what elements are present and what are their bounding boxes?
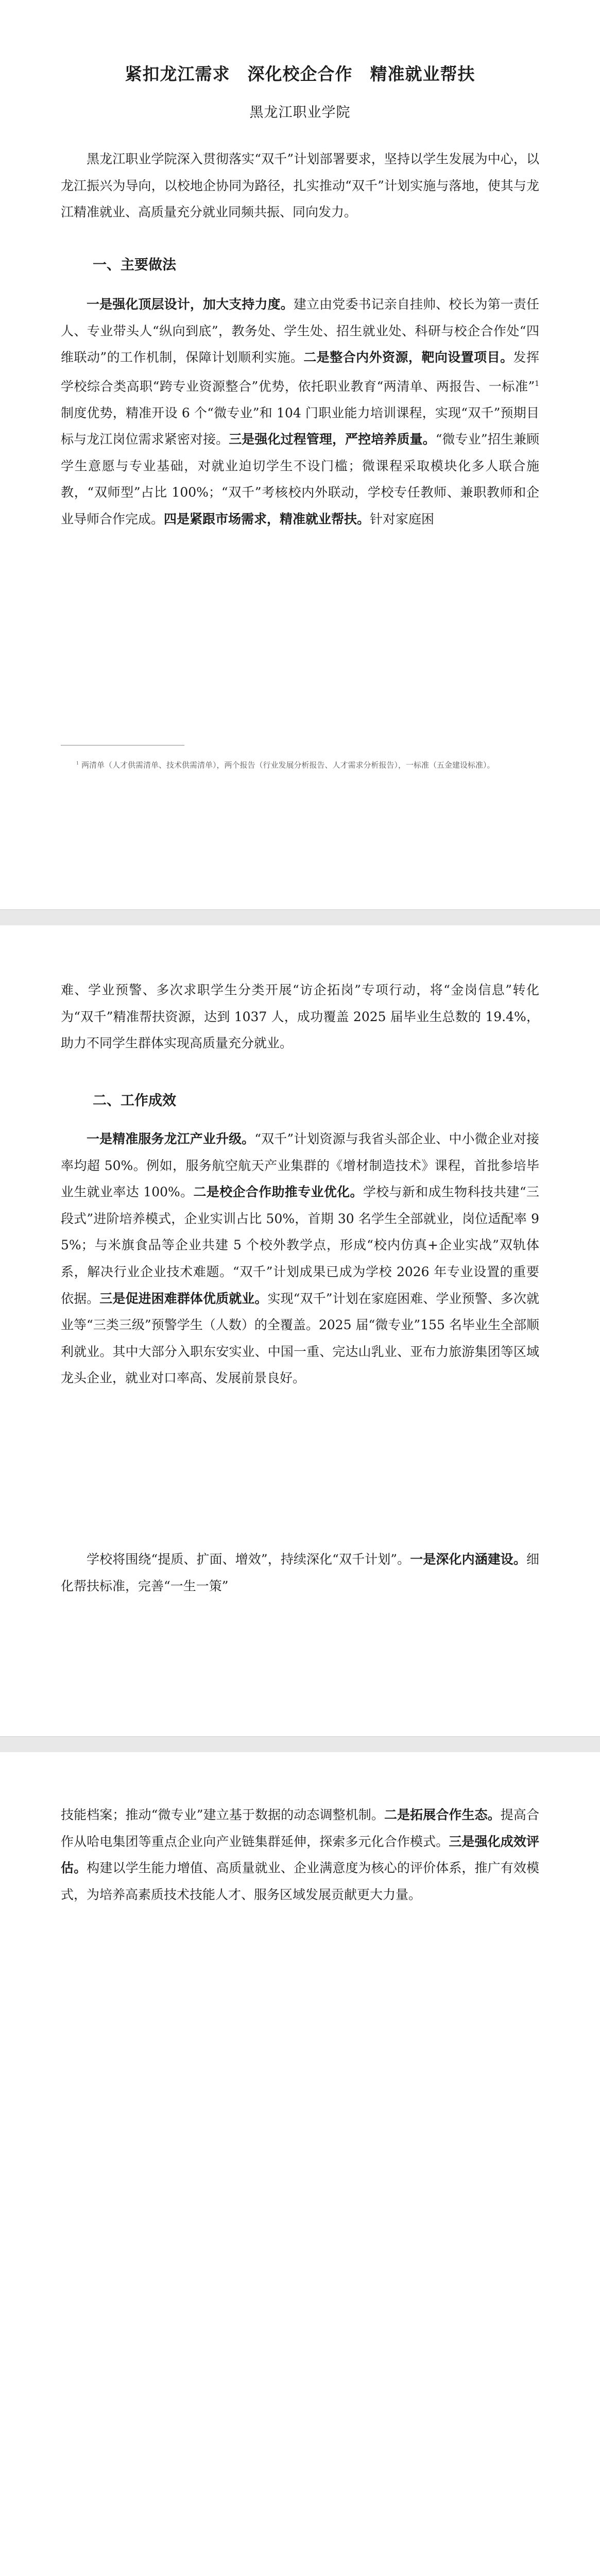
plan-text-2: 细化帮扶标准，完善“一生一策” — [61, 1552, 539, 1594]
section-heading-1: 一、主要做法 — [93, 257, 176, 273]
footnote-ref: 1 — [535, 379, 539, 388]
document-author: 黑龙江职业学院 — [249, 105, 351, 121]
plan-paragraph — [61, 1546, 539, 1599]
footnote — [61, 753, 539, 775]
text-point-4: 针对家庭困 — [370, 512, 435, 527]
page-2 — [0, 925, 600, 1734]
bold-point-3: 三是强化过程管理，严控培养质量。 — [229, 432, 436, 447]
final-text-3: 构建以学生能力增值、高质量就业、企业满意度为核心的评价体系，推广有效模式，为培养高素质技术技能人才、服务区域发展贡献更大力量。 — [61, 1860, 539, 1902]
text-point-2b: 制度优势，精准开设 6 个“微专业”和 104 门职业能力培训课程，实现“双千”预期目标与龙江岗位需求紧密对接。 — [61, 405, 539, 447]
section-heading-2: 二、工作成效 — [93, 1093, 176, 1109]
bold-point-1: 一是强化顶层设计，加大支持力度。 — [87, 297, 294, 312]
footnote-number: 1 — [76, 760, 79, 766]
result-bold-1: 一是精准服务龙江产业升级。 — [87, 1131, 255, 1146]
plan-text-1: 学校将围绕“提质、扩面、增效”，持续深化“双千计划”。 — [87, 1552, 410, 1567]
final-bold-2: 三是强化成效评估。 — [61, 1834, 539, 1876]
bold-point-2: 二是整合内外资源，靶向设置项目。 — [303, 350, 513, 365]
bold-point-4: 四是紧跟市场需求，精准就业帮扶。 — [164, 512, 370, 527]
footnote-text: 两清单（人才供需清单、技术供需清单），两个报告（行业发展分析报告、人才需求分析报告），一标准（五金建设标准）。 — [81, 760, 495, 770]
practices-paragraph — [61, 291, 539, 533]
intro-paragraph — [61, 146, 539, 226]
text-point-2: 发挥学校综合类高职“跨专业资源整合”优势，依托职业教育“两清单、两报告、一标准” — [61, 350, 539, 394]
final-paragraph — [61, 1802, 539, 1908]
result-bold-2: 二是校企合作助推专业优化。 — [193, 1184, 363, 1200]
document-title: 紧扣龙江需求 深化校企合作 精准就业帮扶 — [125, 64, 475, 84]
results-paragraph — [61, 1126, 539, 1392]
continued-paragraph — [61, 977, 539, 1057]
intro-text: 黑龙江职业学院深入贯彻落实“双千”计划部署要求，坚持以学生发展为中心，以龙江振兴为导向，以校地企协同为路径，扎实推动“双千”计划实施与落地，使其与龙江精准就业、高质量充分就业同频共振、同向发力。 — [61, 151, 539, 220]
final-text-1: 技能档案；推动“微专业”建立基于数据的动态调整机制。 — [61, 1807, 384, 1822]
final-bold-1: 二是拓展合作生态。 — [384, 1807, 501, 1822]
text-point-1: 建立由党委书记亲自挂帅、校长为第一责任人、专业带头人“纵向到底”，教务处、学生处、招生就业处、科研与校企合作处“四维联动”的工作机制，保障计划顺利实施。 — [61, 297, 539, 365]
page-1 — [0, 0, 600, 907]
plan-bold-1: 一是深化内涵建设。 — [410, 1552, 526, 1567]
result-text-1: “双千”计划资源与我省头部企业、中小微企业对接率均超 50%。例如，服务航空航天产业集群的《增材制造技术》课程，首批参培毕业生就业率达 100%。 — [61, 1131, 539, 1200]
result-text-2: 学校与新和成生物科技共建“三段式”进阶培养模式，企业实训占比 50%，首期 30 名学生全部就业，岗位适配率 95%；与米旗食品等企业共建 5 个校外教学点，形成“校内仿真+企业实战”双轨体系，解决行业企业技术难题。“双千”计划成果已成为学校 2026 年专业设置的重要依据。 — [61, 1184, 539, 1306]
continued-text: 难、学业预警、多次求职学生分类开展“访企拓岗”专项行动，将“金岗信息”转化为“双千”精准帮扶资源，达到 1037 人，成功覆盖 2025 届毕业生总数的 19.4%，助力不同学生群体实现高质量充分就业。 — [61, 982, 539, 1051]
page-3 — [0, 1752, 600, 2576]
page-separator-2 — [0, 1736, 600, 1753]
final-text-2: 提高合作从哈电集团等重点企业向产业链集群延伸，探索多元化合作模式。 — [61, 1807, 539, 1849]
result-bold-3: 三是促进困难群体优质就业。 — [99, 1291, 268, 1306]
page-separator-1 — [0, 909, 600, 926]
text-point-3: “微专业”招生兼顾学生意愿与专业基础，对就业迫切学生不设门槛；微课程采取模块化多人联合施教，“双师型”占比 100%；“双千”考核校内外联动，学校专任教师、兼职教师和企业导师合作完成。 — [61, 432, 539, 527]
result-text-3: 实现“双千”计划在家庭困难、学业预警、多次就业等“三类三级”预警学生（人数）的全覆盖。2025 届“微专业”155 名毕业生全部顺利就业。其中大部分入职东安实业、中国一重、完达山乳业、亚布力旅游集团等区域龙头企业，就业对口率高、发展前景良好。 — [61, 1291, 539, 1386]
